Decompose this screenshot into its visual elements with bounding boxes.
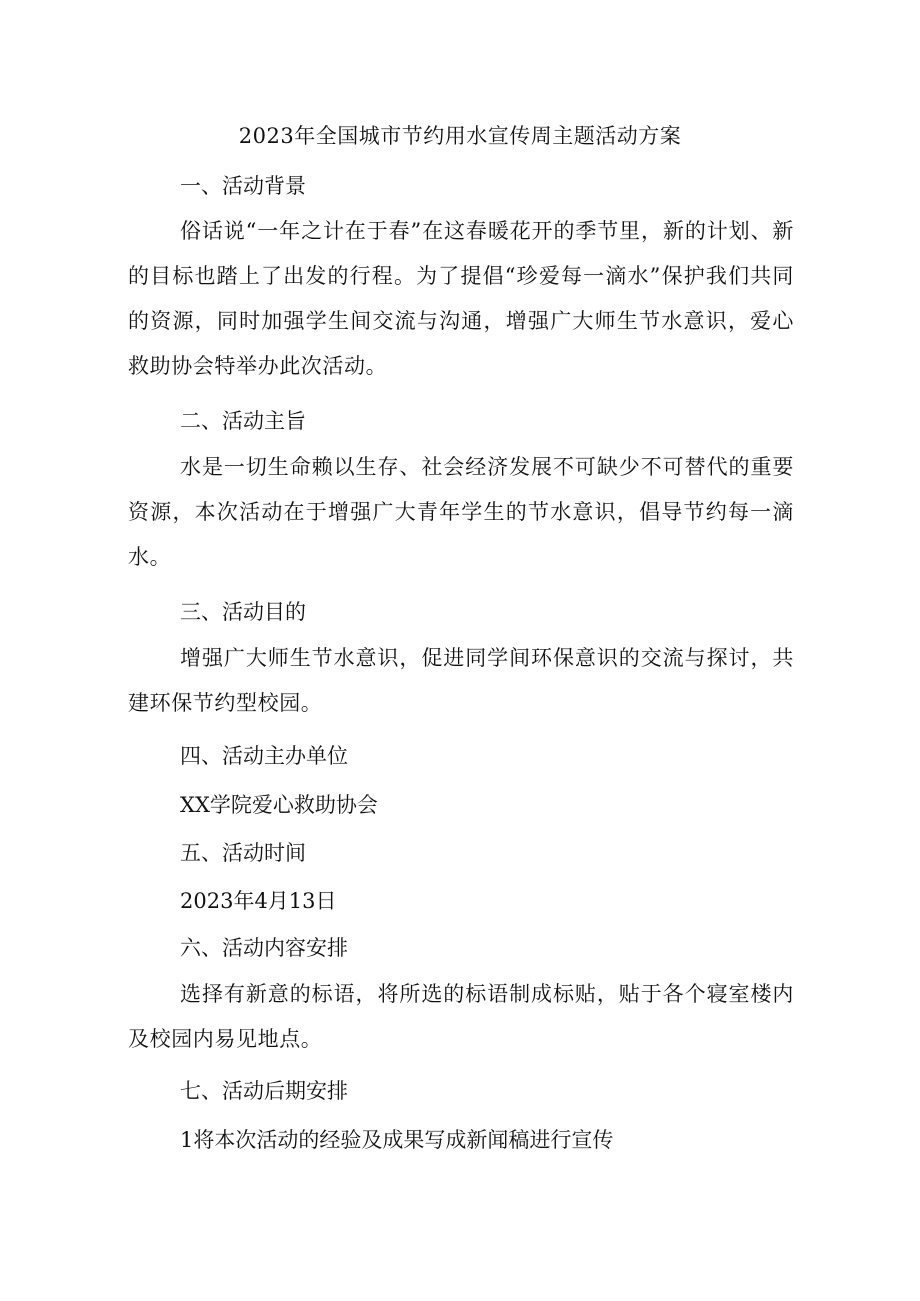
- section-heading-followup: 七、活动后期安排: [180, 1079, 348, 1103]
- document-title: 2023年全国城市节约用水宣传周主题活动方案: [238, 124, 682, 148]
- section-heading-organizer: 四、活动主办单位: [180, 744, 348, 768]
- section-body-time: 2023年4月13日: [180, 889, 337, 913]
- section-heading-content: 六、活动内容安排: [180, 936, 348, 960]
- section-body-content: 选择有新意的标语，将所选的标语制成标贴，贴于各个寝室楼内及校园内易见地点。: [128, 982, 794, 1051]
- section-heading-purpose: 二、活动主旨: [180, 409, 306, 433]
- section-heading-goal: 三、活动目的: [180, 600, 306, 624]
- section-heading-time: 五、活动时间: [180, 841, 306, 865]
- section-body-goal: 增强广大师生节水意识，促进同学间环保意识的交流与探讨，共建环保节约型校园。: [128, 646, 794, 715]
- section-body-background: 俗话说“一年之计在于春”在这春暖花开的季节里，新的计划、新的目标也踏上了出发的行程。为了提倡“珍爱每一滴水”保护我们共同的资源，同时加强学生间交流与沟通，增强广大师生节水意识，爱心救助协会特举办此次活动。: [128, 219, 794, 378]
- section-body-followup: 1将本次活动的经验及成果写成新闻稿进行宣传: [180, 1128, 614, 1152]
- section-body-purpose: 水是一切生命赖以生存、社会经济发展不可缺少不可替代的重要资源，本次活动在于增强广大青年学生的节水意识，倡导节约每一滴水。: [128, 455, 794, 569]
- section-body-organizer: XX学院爱心救助协会: [180, 793, 378, 817]
- section-heading-background: 一、活动背景: [180, 174, 306, 198]
